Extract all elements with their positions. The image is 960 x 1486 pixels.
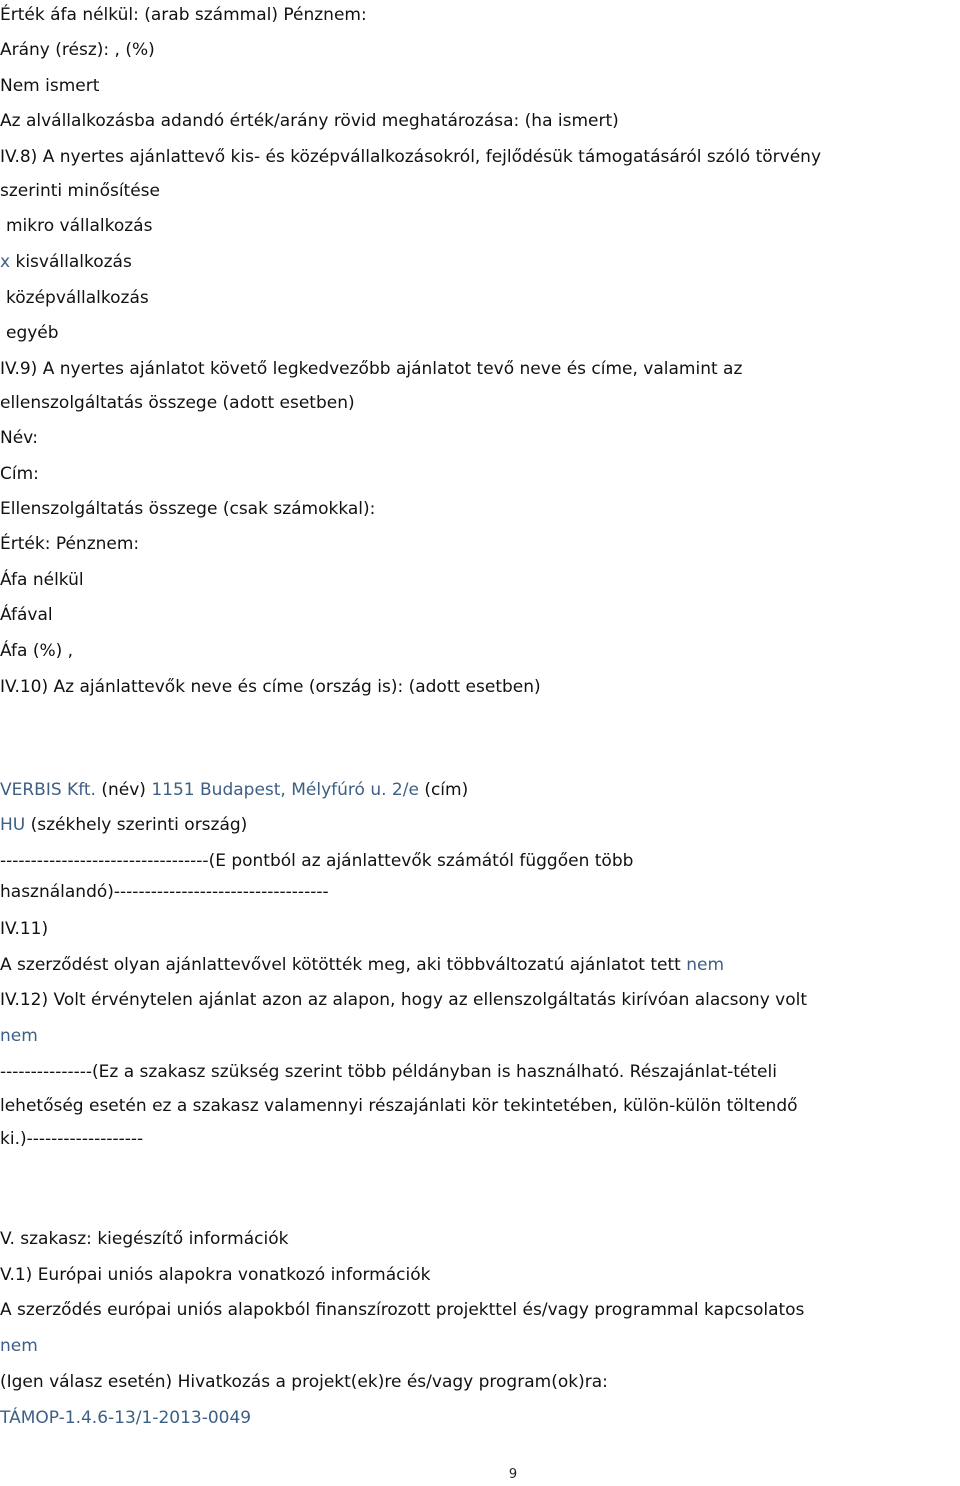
winner-country: HU: [0, 815, 26, 835]
option-micro-enterprise: mikro vállalkozás: [6, 216, 153, 236]
winner-address-label: (cím): [418, 780, 469, 800]
option-other: egyéb: [6, 323, 59, 343]
winner-name-label: (név): [95, 780, 152, 800]
address-label: Cím:: [0, 464, 39, 484]
winner-name-address-line: [0, 778, 468, 802]
option-small-enterprise: [0, 250, 132, 274]
section-iv12-heading: IV.12) Volt érvénytelen ajánlat azon az alapon, hogy az ellenszolgáltatás kirívóan alacsony volt: [0, 990, 808, 1010]
section-iv11-heading: IV.11): [0, 919, 49, 939]
separator-note-line-cont: használandó)-----------------------------------: [0, 882, 329, 902]
section-iv8-heading-cont: szerinti minősítése: [0, 181, 160, 201]
with-vat-label: Áfával: [0, 605, 53, 625]
subcontract-description-line: Az alvállalkozásba adandó érték/arány rövid meghatározása: (ha ismert): [0, 111, 619, 131]
option-medium-enterprise: középvállalkozás: [6, 288, 149, 308]
variant-offer-line: [0, 953, 724, 977]
winner-name: VERBIS Kft.: [0, 780, 96, 800]
separator-note-line: ----------------------------------(E pontból az ajánlattevők számától függően több: [0, 851, 634, 871]
name-label: Név:: [0, 428, 39, 448]
variant-offer-question: A szerződést olyan ajánlattevővel kötötték meg, aki többváltozatú ajánlatot tett: [0, 955, 687, 975]
project-reference-label: (Igen válasz esetén) Hivatkozás a projekt(ek)re és/vagy program(ok)ra:: [0, 1372, 608, 1392]
winner-country-label: (székhely szerinti ország): [25, 815, 248, 835]
low-price-answer: nem: [0, 1026, 38, 1046]
value-without-vat-line: Érték áfa nélkül: (arab számmal) Pénznem:: [0, 5, 367, 25]
section-v1-heading: V.1) Európai uniós alapokra vonatkozó információk: [0, 1265, 431, 1285]
variant-offer-answer: nem: [686, 955, 725, 975]
eu-funds-question: A szerződés európai uniós alapokból finanszírozott projekttel és/vagy programmal kapcsolatos: [0, 1300, 805, 1320]
section-note-line-3: ki.)-------------------: [0, 1129, 144, 1149]
project-reference-value: TÁMOP-1.4.6-13/1-2013-0049: [0, 1408, 252, 1428]
ratio-line: Arány (rész): , (%): [0, 40, 155, 60]
not-known-line: Nem ismert: [0, 76, 100, 96]
page-number: 9: [508, 1467, 518, 1482]
section-iv9-heading-cont: ellenszolgáltatás összege (adott esetben): [0, 393, 355, 413]
selected-mark: x: [0, 252, 11, 272]
winner-country-line: [0, 813, 247, 837]
option-small-enterprise-label: kisvállalkozás: [15, 252, 132, 272]
vat-percent-label: Áfa (%) ,: [0, 641, 74, 661]
section-v-heading: V. szakasz: kiegészítő információk: [0, 1229, 289, 1249]
eu-funds-answer: nem: [0, 1336, 38, 1356]
section-note-line-1: ---------------(Ez a szakasz szükség szerint több példányban is használható. Részajánlat-tételi: [0, 1062, 777, 1082]
section-iv9-heading: IV.9) A nyertes ajánlatot követő legkedvezőbb ajánlatot tevő neve és címe, valamint az: [0, 359, 743, 379]
winner-address: 1151 Budapest, Mélyfúró u. 2/e: [151, 780, 419, 800]
without-vat-label: Áfa nélkül: [0, 570, 84, 590]
value-currency-label: Érték: Pénznem:: [0, 534, 140, 554]
consideration-amount-label: Ellenszolgáltatás összege (csak számokkal):: [0, 499, 376, 519]
section-iv8-heading: IV.8) A nyertes ajánlattevő kis- és középvállalkozásokról, fejlődésük támogatásáról szóló törvény: [0, 147, 822, 167]
section-note-line-2: lehetőség esetén ez a szakasz valamennyi részajánlati kör tekintetében, külön-külön töltendő: [0, 1096, 798, 1116]
section-iv10-heading: IV.10) Az ajánlattevők neve és címe (ország is): (adott esetben): [0, 677, 541, 697]
